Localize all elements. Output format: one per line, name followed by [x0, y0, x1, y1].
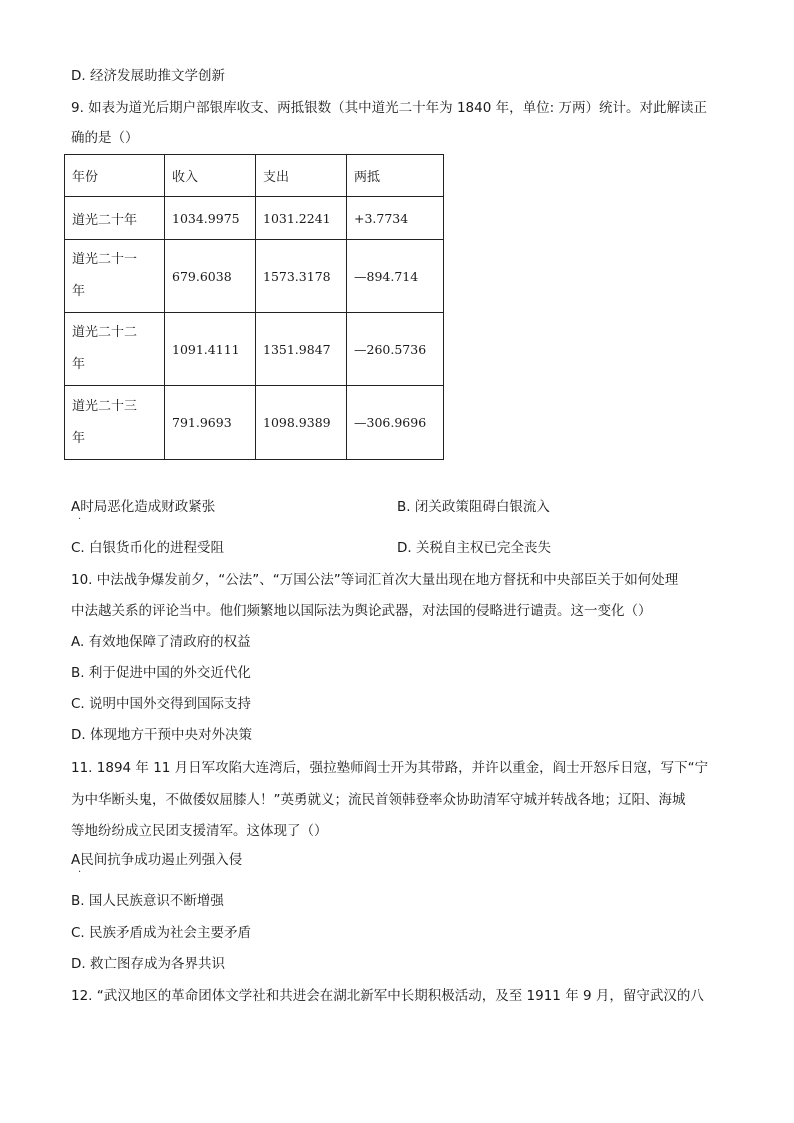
q10-option-b: B. 利于促进中国的外交近代化 — [71, 665, 251, 681]
q8-option-d: D. 经济发展助推文学创新 — [71, 68, 225, 84]
underscore-mark: · — [78, 514, 82, 525]
cell-year: 道光二十三 年 — [65, 386, 165, 460]
table-row — [65, 197, 444, 240]
cell-expense: 1098.9389 — [256, 386, 347, 460]
cell-income: 791.9693 — [165, 386, 256, 460]
q11-option-d: D. 救亡图存成为各界共识 — [71, 956, 225, 972]
header-expense: 支出 — [256, 155, 347, 197]
cell-income: 1034.9975 — [165, 197, 256, 240]
q10-stem-line1: 10. 中法战争爆发前夕，“公法”、“万国公法”等词汇首次大量出现在地方督抚和中央部臣关于如何处理 — [71, 572, 679, 588]
table-row — [65, 240, 444, 313]
cell-year: 道光二十二 年 — [65, 313, 165, 386]
cell-year: 道光二十年 — [65, 197, 165, 240]
q12-stem-line1: 12. “武汉地区的革命团体文学社和共进会在湖北新军中长期积极活动，及至 1911 年 9 月，留守武汉的八 — [71, 988, 704, 1004]
q11-stem-line2: 为中华断头鬼，不做倭奴屈膝人！”英勇就义；流民首领韩登率众协助清军守城并转战各地；辽阳、海城 — [71, 792, 686, 808]
cell-expense: 1351.9847 — [256, 313, 347, 386]
q11-option-b: B. 国人民族意识不断增强 — [71, 893, 224, 909]
cell-balance: +3.7734 — [347, 197, 444, 240]
q9-stem-line2: 确的是（） — [71, 130, 139, 146]
q10-option-c: C. 说明中国外交得到国际支持 — [71, 696, 252, 712]
bank-silver-table — [64, 154, 444, 460]
q9-stem-line1: 9. 如表为道光后期户部银库收支、两抵银数（其中道光二十年为 1840 年，单位: 万两）统计。对此解读正 — [71, 100, 707, 116]
cell-income: 679.6038 — [165, 240, 256, 313]
q10-stem-line2: 中法越关系的评论当中。他们频繁地以国际法为舆论武器，对法国的侵略进行谴责。这一变化（） — [71, 603, 652, 619]
underscore-mark: · — [78, 867, 82, 878]
q9-option-a: A时局恶化造成财政紧张 — [71, 499, 216, 515]
cell-balance: —306.9696 — [347, 386, 444, 460]
q11-stem-line3: 等地纷纷成立民团支援清军。这体现了（） — [71, 823, 328, 839]
cell-expense: 1573.3178 — [256, 240, 347, 313]
table-row — [65, 386, 444, 460]
cell-year: 道光二十一 年 — [65, 240, 165, 313]
q11-option-a: A民间抗争成功遏止列强入侵 — [71, 852, 243, 868]
header-income: 收入 — [165, 155, 256, 197]
cell-expense: 1031.2241 — [256, 197, 347, 240]
table-row — [65, 313, 444, 386]
table-header-row — [65, 155, 444, 197]
q9-option-c: C. 白银货币化的进程受阻 — [71, 540, 225, 556]
q10-option-d: D. 体现地方干预中央对外决策 — [71, 727, 252, 743]
header-year: 年份 — [65, 155, 165, 197]
q11-option-c: C. 民族矛盾成为社会主要矛盾 — [71, 925, 252, 941]
cell-income: 1091.4111 — [165, 313, 256, 386]
q9-option-b: B. 闭关政策阻碍白银流入 — [397, 499, 550, 515]
q11-stem-line1: 11. 1894 年 11 月日军攻陷大连湾后，强拉塾师阎士开为其带路，并许以重金，阎士开怒斥日寇，写下“宁 — [71, 760, 709, 776]
q9-option-d: D. 关税自主权已完全丧失 — [397, 540, 551, 556]
q10-option-a: A. 有效地保障了清政府的权益 — [71, 634, 251, 650]
cell-balance: —894.714 — [347, 240, 444, 313]
header-balance: 两抵 — [347, 155, 444, 197]
cell-balance: —260.5736 — [347, 313, 444, 386]
